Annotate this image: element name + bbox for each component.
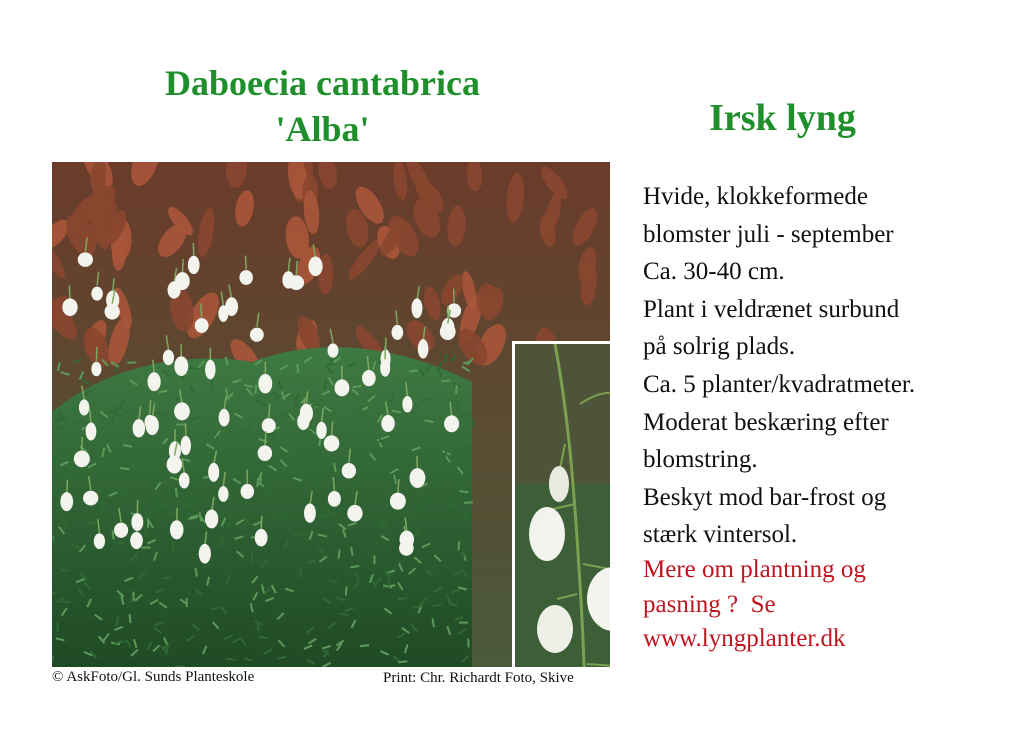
plant-description <box>643 178 1015 554</box>
plant-photo <box>52 162 610 667</box>
more-info-line: Mere om plantning og <box>643 556 866 583</box>
description-line: stærk vintersol. <box>643 521 798 549</box>
description-line: blomster juli - september <box>643 220 894 248</box>
description-line: Ca. 30-40 cm. <box>643 258 785 286</box>
more-info-line: pasning ? Se <box>643 590 776 618</box>
description-line: på solrig plads. <box>643 333 796 361</box>
description-line: Moderat beskæring efter <box>643 408 889 436</box>
description-line: Hvide, klokkeformede <box>643 183 868 210</box>
photo-credit: © AskFoto/Gl. Sunds Planteskole <box>52 669 255 685</box>
more-info-note <box>643 553 1015 657</box>
description-line: Plant i veldrænet surbund <box>643 295 900 323</box>
closeup-inset-photo <box>512 341 610 667</box>
print-credit: Print: Chr. Richardt Foto, Skive <box>383 670 574 686</box>
botanical-name-line1: Daboecia cantabrica <box>165 63 480 103</box>
description-line: blomstring. <box>643 446 758 474</box>
botanical-name-line2: 'Alba' <box>275 109 370 149</box>
common-name-title: Irsk lyng <box>709 97 856 139</box>
description-line: Ca. 5 planter/kvadratmeter. <box>643 370 916 398</box>
closeup-illustration <box>515 344 610 667</box>
description-line: Beskyt mod bar-frost og <box>643 483 887 511</box>
website-link[interactable]: www.lyngplanter.dk <box>643 625 846 653</box>
botanical-name-title <box>60 60 585 152</box>
